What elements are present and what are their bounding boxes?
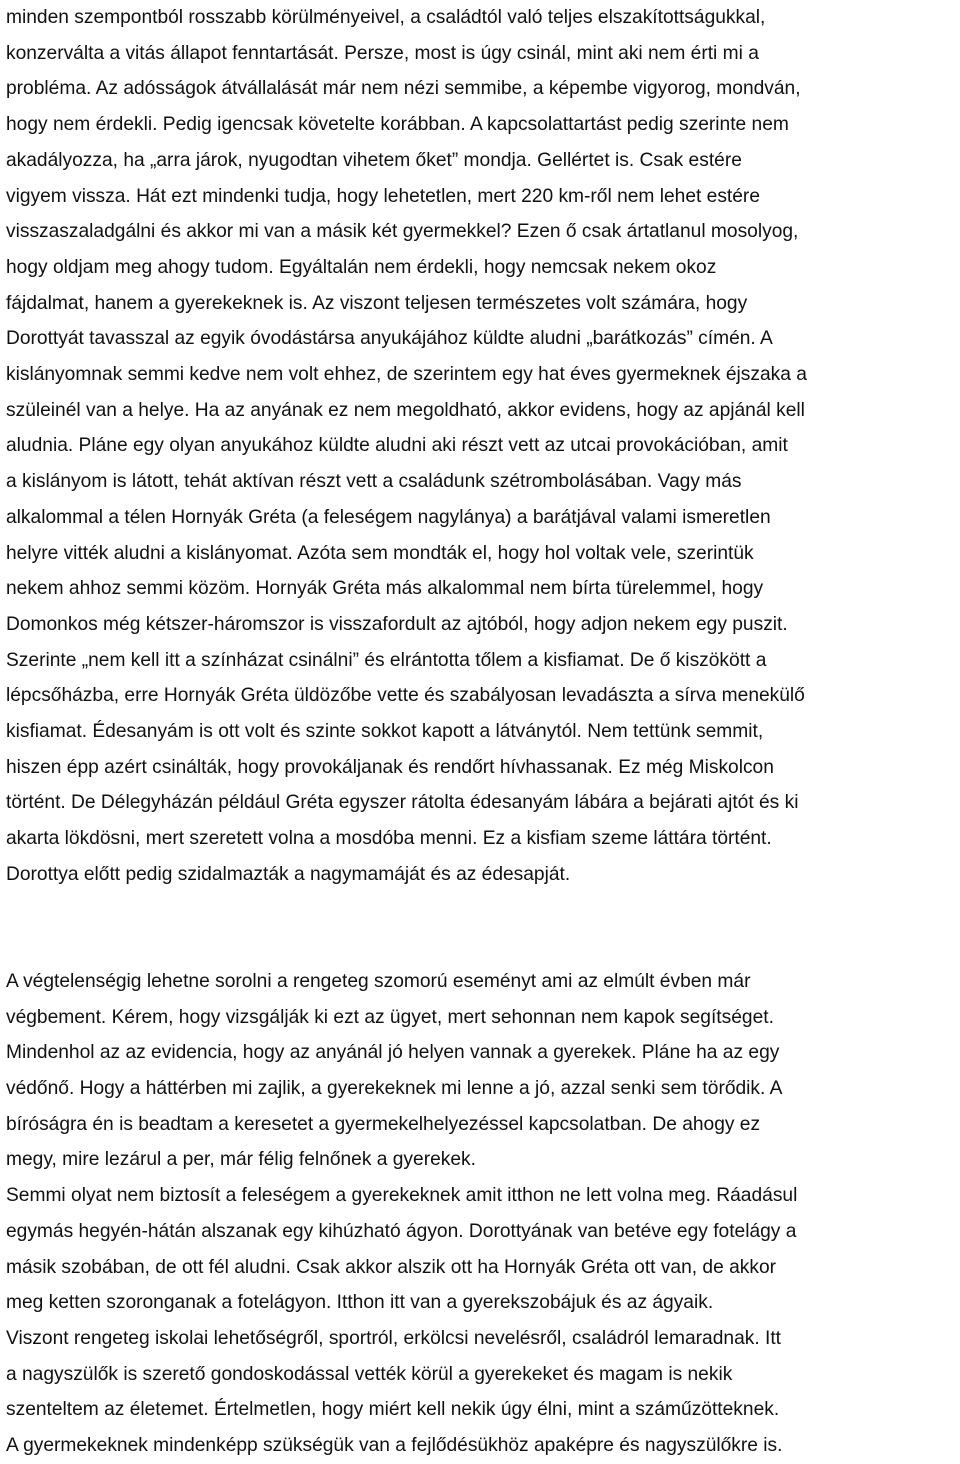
- text-line: lépcsőházba, erre Hornyák Gréta üldözőbe vette és szabályosan levadászta a sírva menekülő: [6, 685, 805, 707]
- text-line: a kislányom is látott, tehát aktívan részt vett a családunk szétrombolásában. Vagy más: [6, 471, 742, 493]
- text-line: szenteltem az életemet. Értelmetlen, hogy miért kell nekik úgy élni, mint a száműzötteknek.: [6, 1399, 780, 1421]
- text-line: bíróságra én is beadtam a keresetet a gyermekelhelyezéssel kapcsolatban. De ahogy ez: [6, 1113, 761, 1135]
- text-line: alkalommal a télen Hornyák Gréta (a feleségem nagylánya) a barátjával valami ismeretlen: [6, 506, 771, 528]
- text-line: konzerválta a vitás állapot fenntartását. Persze, most is úgy csinál, mint aki nem érti mi a: [6, 42, 759, 64]
- text-line: Szerinte „nem kell itt a színházat csinálni” és elrántotta tőlem a kisfiamat. De ő kiszökött a: [6, 649, 767, 671]
- text-line: Domonkos még kétszer-háromszor is visszafordult az ajtóból, hogy adjon nekem egy puszit.: [6, 613, 788, 635]
- text-line: hogy oldjam meg ahogy tudom. Egyáltalán nem érdekli, hogy nemcsak nekem okoz: [6, 256, 717, 278]
- text-line: akarta lökdösni, mert szeretett volna a mosdóba menni. Ez a kisfiam szeme láttára történt.: [6, 828, 772, 850]
- text-line: kisfiamat. Édesanyám is ott volt és szinte sokkot kapott a látványtól. Nem tettünk semmit,: [6, 721, 764, 743]
- text-line: meg ketten szoronganak a fotelágyon. Itthon itt van a gyerekszobájuk és az ágyaik.: [6, 1292, 714, 1314]
- text-line: helyre vitték aludni a kislányomat. Azóta sem mondták el, hogy hol voltak vele, szerintük: [6, 542, 754, 564]
- text-line: nekem ahhoz semmi közöm. Hornyák Gréta más alkalommal nem bírta türelemmel, hogy: [6, 578, 764, 600]
- text-line: fájdalmat, hanem a gyerekeknek is. Az viszont teljesen természetes volt számára, hogy: [6, 292, 748, 314]
- text-line: egymás hegyén-hátán alszanak egy kihúzható ágyon. Dorottyának van betéve egy fotelágy a: [6, 1220, 797, 1242]
- text-line: akadályozza, ha „arra járok, nyugodtan vihetem őket” mondja. Gellértet is. Csak estére: [6, 149, 742, 171]
- text-line: visszaszaladgálni és akkor mi van a másik két gyermekkel? Ezen ő csak ártatlanul mosolyog,: [6, 221, 799, 243]
- text-line: történt. De Délegyházán például Gréta egyszer rátolta édesanyám lábára a bejárati ajtót és ki: [6, 792, 799, 814]
- paragraph-3: [6, 1178, 952, 1321]
- text-line: végbement. Kérem, hogy vizsgálják ki ezt az ügyet, mert sehonnan nem kapok segítséget.: [6, 1006, 774, 1028]
- text-line: védőnő. Hogy a háttérben mi zajlik, a gyerekeknek mi lenne a jó, azzal senki sem törődik. A: [6, 1078, 783, 1100]
- text-line: Dorottya előtt pedig szidalmazták a nagymamáját és az édesapját.: [6, 863, 571, 885]
- text-line: Mindenhol az az evidencia, hogy az anyánál jó helyen vannak a gyerekek. Pláne ha az egy: [6, 1042, 780, 1064]
- text-line: szüleinél van a helye. Ha az anyának ez nem megoldható, akkor evidens, hogy az apjánál kell: [6, 399, 805, 421]
- text-line: A gyermekeknek mindenképp szükségük van a fejlődésükhöz apaképre és nagyszülőkre is.: [6, 1435, 783, 1457]
- text-line: hogy nem érdekli. Pedig igencsak követelte korábban. A kapcsolattartást pedig szerinte nem: [6, 114, 789, 136]
- text-line: megy, mire lezárul a per, már félig felnőnek a gyerekek.: [6, 1149, 476, 1171]
- text-line: aludnia. Pláne egy olyan anyukához küldte aludni aki részt vett az utcai provokációban, amit: [6, 435, 788, 457]
- text-line: vigyem vissza. Hát ezt mindenki tudja, hogy lehetetlen, mert 220 km-ről nem lehet estére: [6, 185, 760, 207]
- text-line: a nagyszülők is szerető gondoskodással vették körül a gyerekeket és magam is nekik: [6, 1363, 733, 1385]
- text-line: Semmi olyat nem biztosít a feleségem a gyerekeknek amit itthon ne lett volna meg. Ráadásul: [6, 1185, 798, 1207]
- text-line: kislányomnak semmi kedve nem volt ehhez, de szerintem egy hat éves gyermeknek éjszaka a: [6, 364, 807, 386]
- paragraph-4: [6, 1321, 952, 1464]
- text-line: másik szobában, de ott fél aludni. Csak akkor alszik ott ha Hornyák Gréta ott van, de akkor: [6, 1256, 777, 1278]
- paragraph-2: [6, 964, 952, 1178]
- text-line: hiszen épp azért csinálták, hogy provokáljanak és rendőrt hívhassanak. Ez még Miskolcon: [6, 756, 774, 778]
- text-line: Dorottyát tavasszal az egyik óvodástársa anyukájához küldte aludni „barátkozás” címén. A: [6, 328, 773, 350]
- text-line: Viszont rengeteg iskolai lehetőségről, sportról, erkölcsi nevelésről, családról lemaradnak. Itt: [6, 1328, 781, 1349]
- paragraph-1: [6, 0, 952, 893]
- text-line: A végtelenségig lehetne sorolni a rengeteg szomorú eseményt ami az elmúlt évben már: [6, 970, 751, 992]
- text-line: probléma. Az adósságok átvállalását már nem nézi semmibe, a képembe vigyorog, mondván,: [6, 78, 801, 100]
- text-line: minden szempontból rosszabb körülményeivel, a családtól való teljes elszakítottságukkal,: [6, 7, 766, 28]
